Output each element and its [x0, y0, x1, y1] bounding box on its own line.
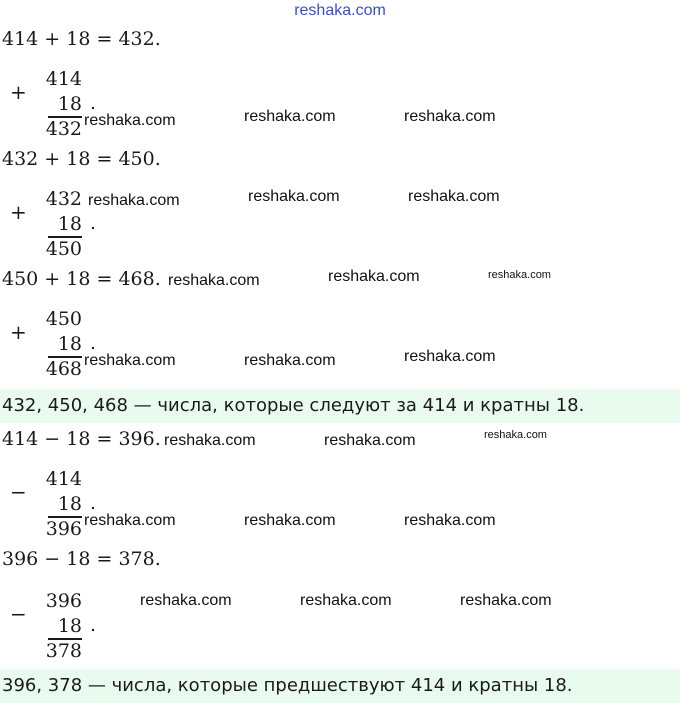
equation: 414 − 18 = 396. [2, 428, 161, 450]
period: . [90, 614, 97, 636]
minus-sign: − [10, 602, 27, 626]
site-header[interactable]: reshaka.com [294, 2, 386, 19]
addend-top: 432 [45, 188, 82, 210]
addend-bottom: 18 [57, 213, 82, 235]
watermark: reshaka.com [140, 592, 232, 609]
watermark: reshaka.com [88, 192, 180, 209]
conclusion-text: 396, 378 — числа, которые предшествуют 414 и кратны 18. [2, 675, 573, 696]
watermark: reshaka.com [84, 352, 176, 369]
addend-top: 450 [45, 308, 82, 330]
plus-sign: + [10, 320, 27, 344]
conclusion-highlight [0, 389, 680, 423]
equation: 432 + 18 = 450. [2, 148, 161, 170]
subtrahend: 18 [57, 615, 82, 637]
equation: 450 + 18 = 468. [2, 268, 161, 290]
watermark: reshaka.com [404, 348, 496, 365]
watermark: reshaka.com [84, 512, 176, 529]
column-subtraction [0, 468, 100, 548]
watermark: reshaka.com [404, 108, 496, 125]
minus-sign: − [10, 480, 27, 504]
addend-bottom: 18 [57, 93, 82, 115]
conclusion-text: 432, 450, 468 — числа, которые следуют за 414 и кратны 18. [2, 395, 585, 416]
watermark: reshaka.com [328, 268, 420, 285]
column-subtraction [0, 590, 100, 670]
watermark: reshaka.com [460, 592, 552, 609]
watermark: reshaka.com [244, 352, 336, 369]
period: . [90, 492, 97, 514]
watermark: reshaka.com [84, 112, 176, 129]
watermark: reshaka.com [244, 512, 336, 529]
sum-result: 450 [45, 238, 82, 260]
plus-sign: + [10, 200, 27, 224]
watermark: reshaka.com [168, 272, 260, 289]
minuend: 396 [45, 590, 82, 612]
watermark: reshaka.com [324, 432, 416, 449]
column-addition [0, 68, 100, 148]
equation: 396 − 18 = 378. [2, 548, 161, 570]
difference-result: 378 [45, 640, 82, 662]
watermark: reshaka.com [484, 429, 547, 441]
conclusion-highlight [0, 669, 680, 703]
watermark: reshaka.com [164, 432, 256, 449]
watermark: reshaka.com [404, 512, 496, 529]
period: . [90, 92, 97, 114]
period: . [90, 332, 97, 354]
difference-result: 396 [45, 518, 82, 540]
watermark: reshaka.com [248, 188, 340, 205]
equation: 414 + 18 = 432. [2, 28, 161, 50]
subtrahend: 18 [57, 493, 82, 515]
sum-result: 432 [45, 118, 82, 140]
watermark: reshaka.com [488, 269, 551, 281]
watermark: reshaka.com [300, 592, 392, 609]
sum-result: 468 [45, 358, 82, 380]
period: . [90, 212, 97, 234]
minuend: 414 [45, 468, 82, 490]
plus-sign: + [10, 80, 27, 104]
watermark: reshaka.com [408, 188, 500, 205]
addend-bottom: 18 [57, 333, 82, 355]
column-addition [0, 308, 100, 388]
watermark: reshaka.com [244, 108, 336, 125]
column-addition [0, 188, 100, 268]
addend-top: 414 [45, 68, 82, 90]
